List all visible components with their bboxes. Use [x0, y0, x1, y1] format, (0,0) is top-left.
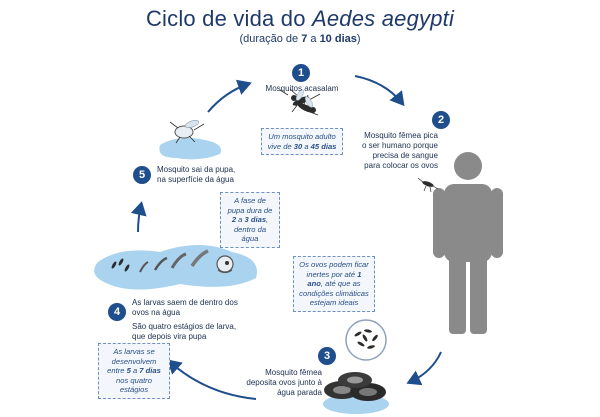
pupa-note-text: A fase de pupa dura de: [227, 196, 273, 215]
arrow-4-to-5: [138, 205, 141, 232]
arrow-5-to-1: [208, 84, 248, 112]
step-2-line: o ser humano porque: [361, 141, 438, 150]
eggs-magnifier-icon: [346, 320, 386, 360]
title-text: Ciclo de vida do: [145, 6, 312, 31]
step-1-badge: 1: [292, 64, 310, 82]
step-5-line: Mosquito sai da pupa,: [157, 165, 236, 174]
step-2-line: precisa de sangue: [372, 151, 438, 160]
arrow-2-to-3: [410, 352, 441, 382]
step-4-line: ovos na água: [132, 308, 181, 317]
eggs-note: [293, 256, 375, 312]
adult-lifespan-note: [261, 128, 343, 155]
step-2-badge: 2: [432, 111, 450, 129]
emerging-mosquito-icon: [159, 119, 221, 160]
larvae-note-text: As larvas se desenvolvem entre: [107, 347, 157, 375]
eggs-note-text: Os ovos podem ficar inertes por até: [299, 260, 369, 279]
larvae-note-text-end: nos quatro estágios: [116, 375, 152, 394]
adult-note-max: 45 dias: [310, 141, 337, 151]
step-5-badge: 5: [133, 166, 151, 184]
step-4-line: As larvas saem de dentro dos: [132, 298, 238, 307]
step-3-label: [242, 368, 322, 398]
pupa-note-min: 2: [231, 215, 237, 224]
step-2-label: [352, 131, 438, 171]
step-4-label: [132, 298, 242, 342]
step-4-badge: 4: [108, 303, 126, 321]
step-5-label: [157, 165, 247, 185]
pupa-note-max: 3 dias: [244, 215, 267, 224]
pupa-note-mid: a: [236, 215, 245, 224]
subtitle-prefix: (duração de: [239, 33, 302, 45]
adult-note-min: 30: [293, 141, 303, 151]
step-5-line: na superfície da água: [157, 175, 234, 184]
larvae-note-max: 7 dias: [139, 366, 161, 375]
step-3-line: água parada: [277, 388, 322, 397]
pupa-note: [220, 192, 280, 248]
larvae-note: [98, 343, 170, 399]
title-species: Aedes aegypti: [312, 6, 455, 31]
adult-note-mid: a: [302, 141, 311, 151]
adult-note-text: Um mosquito adulto vive de: [267, 132, 336, 151]
subtitle-min: 7: [301, 33, 308, 45]
subtitle-max: 10 dias: [319, 33, 357, 45]
step-3-line: deposita ovos junto à: [246, 378, 322, 387]
larvae-note-min: 5: [126, 366, 131, 375]
subtitle-suffix: ): [356, 33, 361, 45]
larvae-water-icon: [94, 245, 257, 290]
eggs-note-duration: 1 ano: [307, 269, 362, 288]
step-4-line: São quatro estágios de larva,: [132, 322, 237, 331]
pupa-note-text-end: , dentro da água: [233, 215, 269, 243]
human-silhouette-icon: [433, 152, 503, 334]
tires-icon: [323, 372, 389, 414]
step-4-line: que depois vira pupa: [132, 332, 207, 341]
step-2-line: para colocar os ovos: [364, 161, 438, 170]
step-3-badge: 3: [318, 347, 336, 365]
subtitle-mid: a: [307, 33, 320, 45]
step-3-line: Mosquito fêmea: [265, 368, 322, 377]
eggs-note-text-end: , até que as condições climáticas estejam ideais: [299, 279, 369, 307]
step-2-line: Mosquito fêmea pica: [364, 131, 438, 140]
step-1-label: Mosquitos acasalam: [265, 84, 339, 93]
larvae-note-mid: a: [130, 366, 140, 375]
arrow-1-to-2: [355, 76, 402, 103]
